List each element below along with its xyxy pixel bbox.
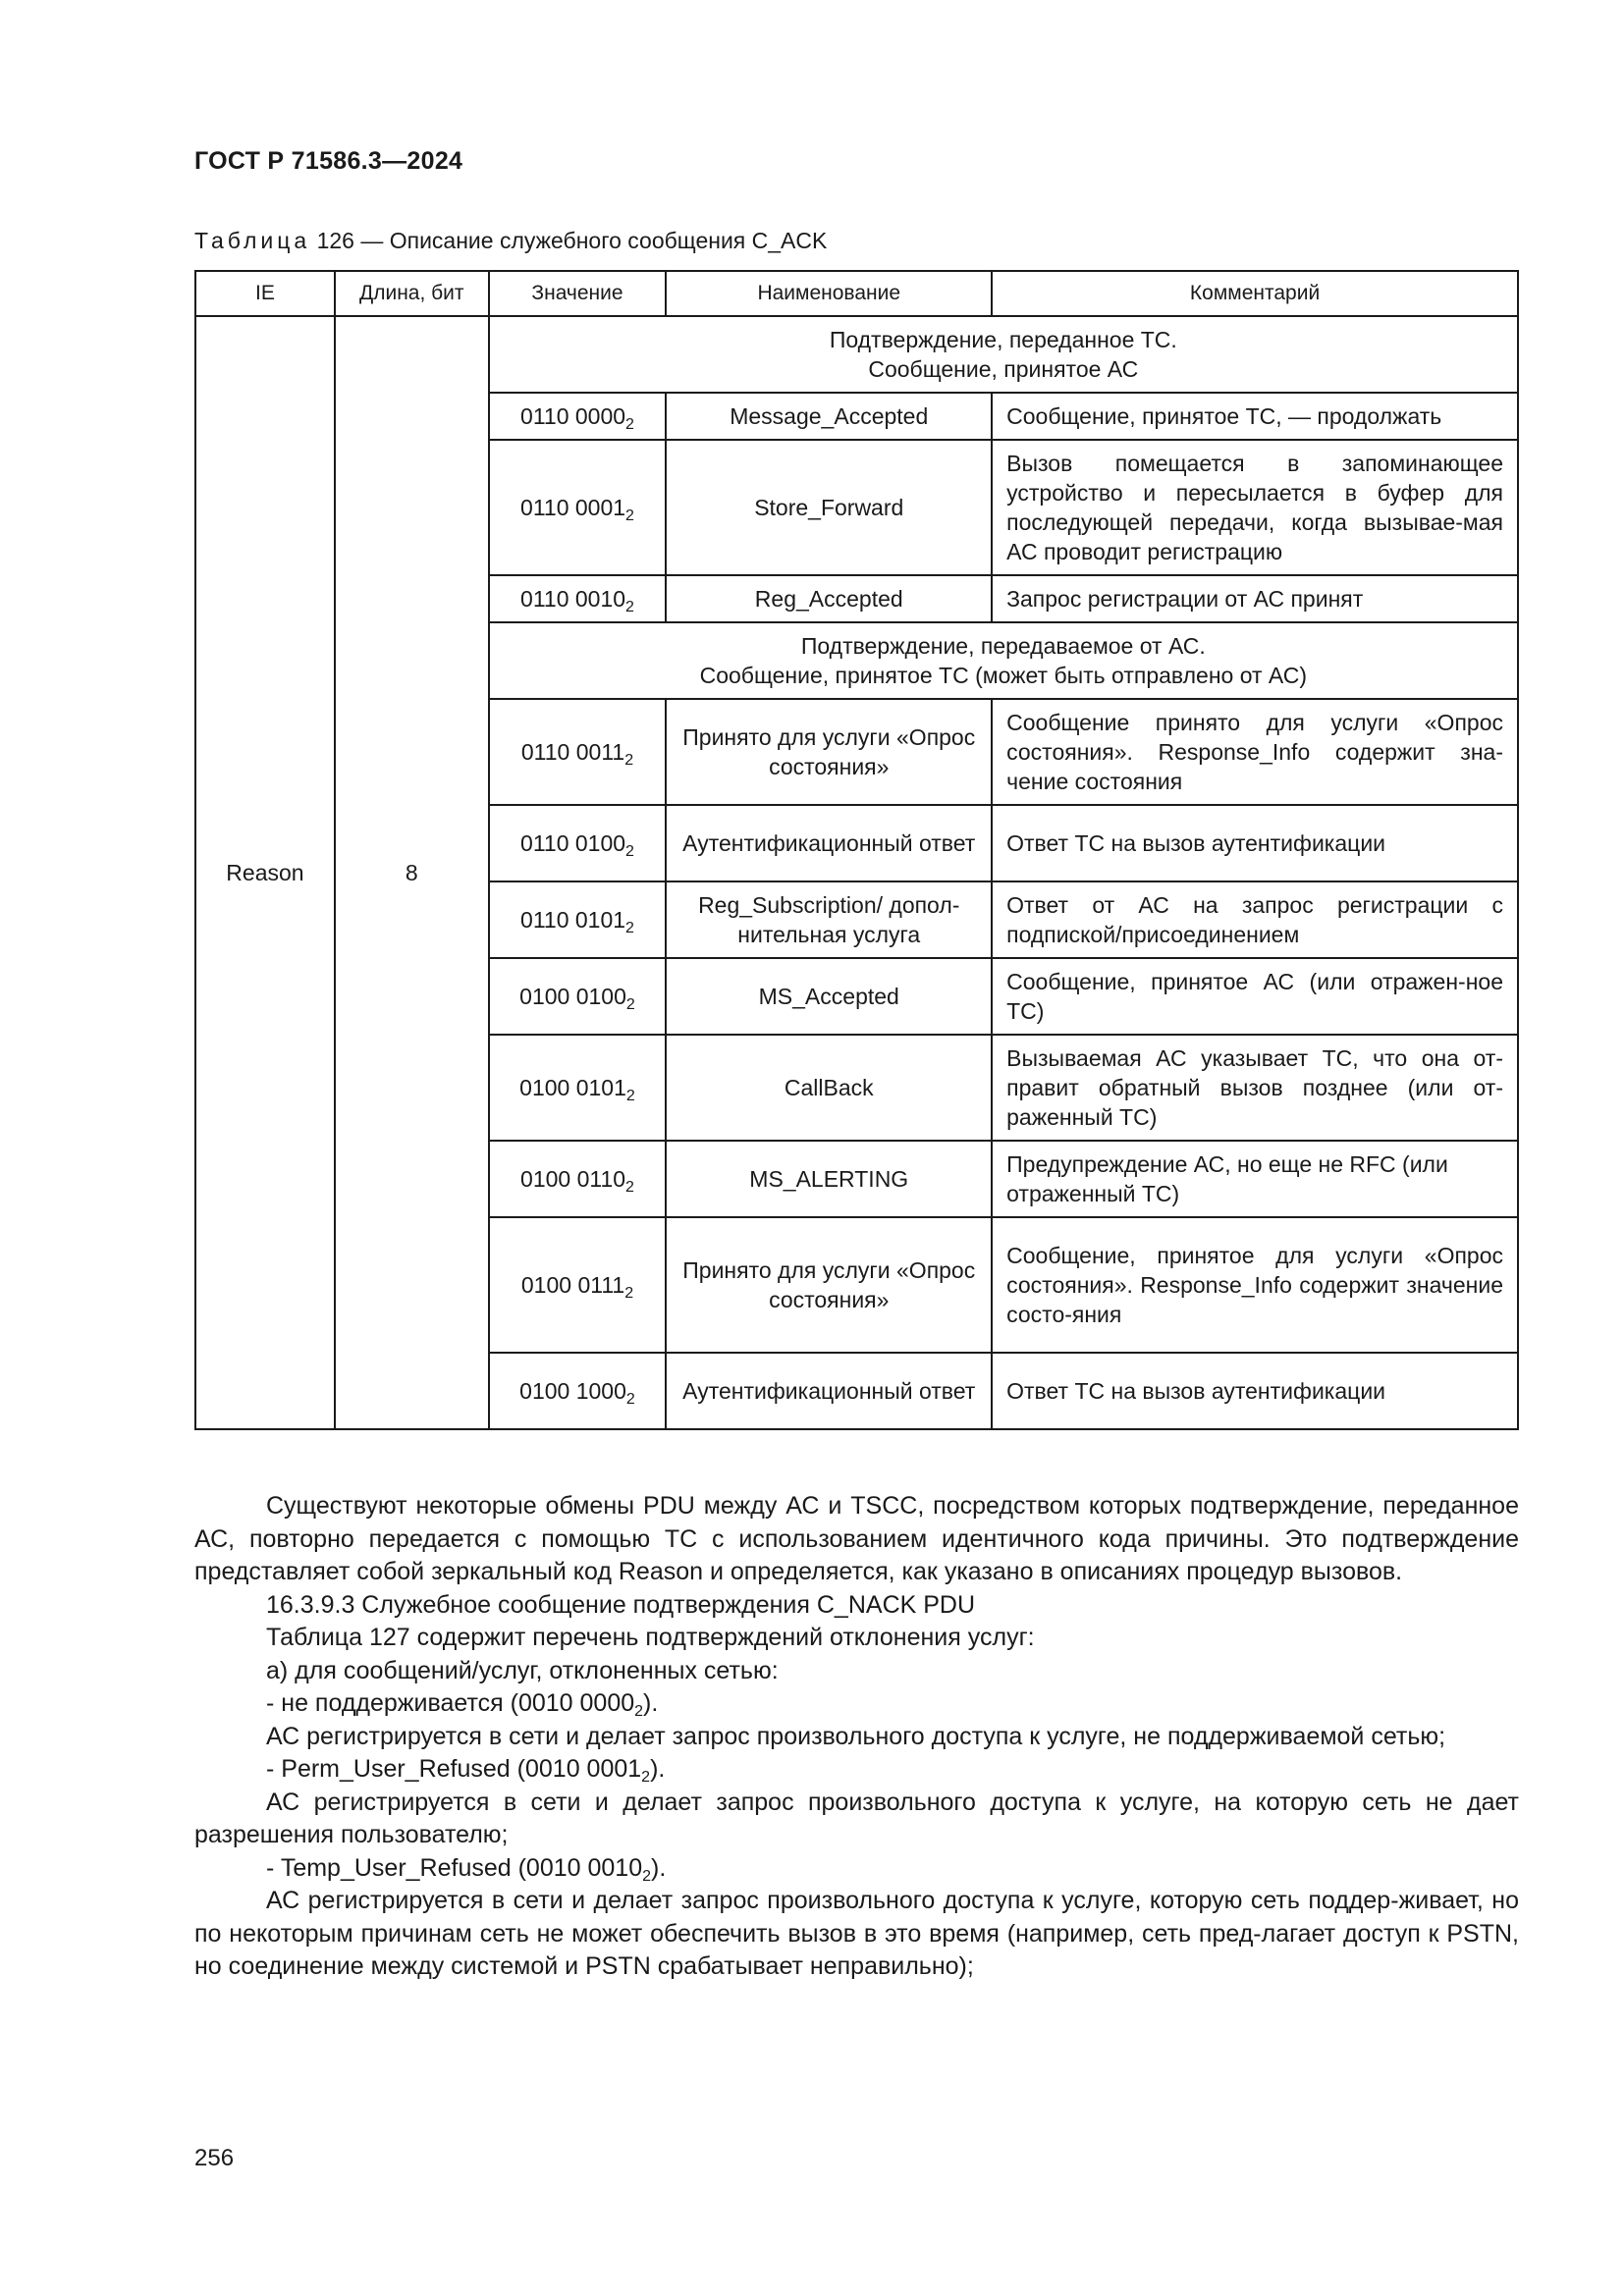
header-length: Длина, бит — [335, 271, 489, 316]
value-cell — [489, 1353, 667, 1429]
group-row — [195, 316, 1518, 393]
comment-cell: Сообщение, принятое АС (или отражен-ное ТС) — [992, 958, 1518, 1035]
value-cell — [489, 575, 667, 622]
header-value: Значение — [489, 271, 667, 316]
group-cell — [489, 622, 1518, 699]
group-title-line: Подтверждение, переданное ТС. — [829, 327, 1177, 352]
binary-subscript: 2 — [634, 1703, 644, 1720]
value-cell — [489, 440, 667, 575]
binary-subscript: 2 — [625, 599, 634, 615]
value-text: 0100 1000 — [519, 1378, 626, 1404]
list-item — [194, 1852, 1519, 1886]
binary-subscript: 2 — [641, 1769, 651, 1786]
header-name: Наименование — [666, 271, 992, 316]
table-header-row — [195, 271, 1518, 316]
group-cell — [489, 316, 1518, 393]
value-text: 0110 0001 — [520, 495, 626, 520]
value-text: 0110 0000 — [520, 403, 626, 429]
value-cell — [489, 1141, 667, 1217]
paragraph: Существуют некоторые обмены PDU между АС и TSCC, посредством которых подтверждение, переданное АС, повторно передается с помощью ТС с использованием идентичного кода причины. Это подтверждение представляет собой зеркальный код Reason и определяется, как указано в описаниях процедур вызовов. — [194, 1492, 1519, 1585]
comment-cell: Запрос регистрации от АС принят — [992, 575, 1518, 622]
list-item-text: - Temp_User_Refused (0010 0010 — [266, 1853, 643, 1882]
name-cell: Принято для услуги «Опрос состояния» — [666, 1217, 992, 1353]
value-cell — [489, 881, 667, 958]
name-cell: Message_Accepted — [666, 393, 992, 440]
name-cell: MS_ALERTING — [666, 1141, 992, 1217]
section-heading: 16.3.9.3 Служебное сообщение подтверждения C_NACK PDU — [266, 1590, 976, 1619]
paragraph: Таблица 127 содержит перечень подтверждений отклонения услуг: — [266, 1624, 1035, 1651]
list-item-text: - Perm_User_Refused (0010 0001 — [266, 1755, 642, 1783]
value-text: 0110 0100 — [520, 830, 626, 856]
binary-subscript: 2 — [625, 1088, 635, 1104]
value-cell — [489, 958, 667, 1035]
value-text: 0110 0101 — [520, 907, 626, 933]
comment-cell: Сообщение, принятое ТС, — продолжать — [992, 393, 1518, 440]
list-item-text: - не поддерживается (0010 0000 — [266, 1689, 635, 1717]
table-caption — [194, 228, 827, 254]
value-text: 0100 0111 — [520, 1272, 625, 1298]
list-item — [194, 1753, 1519, 1787]
comment-cell: Сообщение, принятое для услуги «Опрос состояния». Response_Info содержит значение состо-яния — [992, 1217, 1518, 1353]
body-text — [194, 1490, 1519, 1984]
name-cell: Reg_Subscription/ допол-нительная услуга — [666, 881, 992, 958]
value-text: 0100 0100 — [519, 984, 626, 1009]
close-paren: ). — [643, 1689, 659, 1717]
comment-cell: Ответ ТС на вызов аутентификации — [992, 805, 1518, 881]
binary-subscript: 2 — [625, 507, 634, 524]
list-item — [194, 1687, 1519, 1721]
value-text: 0110 0011 — [520, 739, 625, 765]
value-cell — [489, 699, 667, 805]
paragraph: АС регистрируется в сети и делает запрос произвольного доступа к услуге, которую сеть поддер-живает, но по некоторым причинам сеть не может обеспечить вызов в это время (например, сеть пред-лагает доступ к PSTN, но соединение между системой и PSTN срабатывает неправильно); — [194, 1887, 1519, 1980]
paragraph: АС регистрируется в сети и делает запрос произвольного доступа к услуге, на которую сеть не дает разрешения пользователю; — [194, 1788, 1519, 1848]
header-ie: IE — [195, 271, 335, 316]
caption-prefix: Таблица — [194, 228, 311, 253]
caption-text: 126 — Описание служебного сообщения C_ACK — [316, 228, 828, 253]
group-title-line: Сообщение, принятое ТС (может быть отправлено от АС) — [699, 663, 1308, 688]
comment-cell: Вызов помещается в запоминающее устройство и пересылается в буфер для последующей передачи, когда вызывае-мая АС проводит регистрацию — [992, 440, 1518, 575]
page-number: 256 — [194, 2145, 235, 2171]
binary-subscript: 2 — [625, 1179, 634, 1196]
group-title-line: Сообщение, принятое АС — [868, 356, 1139, 382]
length-cell: 8 — [335, 316, 489, 1429]
name-cell: Аутентификационный ответ — [666, 805, 992, 881]
close-paren: ). — [650, 1755, 666, 1783]
document-header: ГОСТ Р 71586.3—2024 — [194, 147, 463, 175]
value-text: 0110 0010 — [520, 586, 626, 612]
ack-table — [194, 270, 1519, 1430]
group-title-line: Подтверждение, передаваемое от АС. — [800, 633, 1206, 659]
binary-subscript: 2 — [625, 920, 634, 936]
binary-subscript: 2 — [642, 1867, 652, 1885]
value-cell — [489, 393, 667, 440]
binary-subscript: 2 — [624, 1285, 634, 1302]
name-cell: Принято для услуги «Опрос состояния» — [666, 699, 992, 805]
header-comment: Комментарий — [992, 271, 1518, 316]
value-text: 0100 0110 — [520, 1166, 626, 1192]
name-cell: Store_Forward — [666, 440, 992, 575]
binary-subscript: 2 — [624, 752, 634, 769]
close-paren: ). — [651, 1853, 667, 1882]
value-cell — [489, 805, 667, 881]
ie-cell: Reason — [195, 316, 335, 1429]
comment-cell: Ответ от АС на запрос регистрации с подпиской/присоединением — [992, 881, 1518, 958]
name-cell: Аутентификационный ответ — [666, 1353, 992, 1429]
value-text: 0100 0101 — [519, 1075, 626, 1100]
name-cell: CallBack — [666, 1035, 992, 1141]
binary-subscript: 2 — [625, 843, 634, 860]
comment-cell: Предупреждение АС, но еще не RFC (или отраженный ТС) — [992, 1141, 1518, 1217]
value-cell — [489, 1217, 667, 1353]
binary-subscript: 2 — [625, 996, 635, 1013]
comment-cell: Вызываемая АС указывает ТС, что она от-правит обратный вызов позднее (или от-раженный ТС) — [992, 1035, 1518, 1141]
comment-cell: Ответ ТС на вызов аутентификации — [992, 1353, 1518, 1429]
comment-cell: Сообщение принято для услуги «Опрос состояния». Response_Info содержит зна-чение состояния — [992, 699, 1518, 805]
binary-subscript: 2 — [625, 416, 634, 433]
binary-subscript: 2 — [625, 1391, 635, 1408]
paragraph: АС регистрируется в сети и делает запрос произвольного доступа к услуге, не поддерживаемой сетью; — [266, 1722, 1446, 1750]
list-item: а) для сообщений/услуг, отклоненных сетью: — [266, 1656, 779, 1684]
value-cell — [489, 1035, 667, 1141]
name-cell: MS_Accepted — [666, 958, 992, 1035]
name-cell: Reg_Accepted — [666, 575, 992, 622]
